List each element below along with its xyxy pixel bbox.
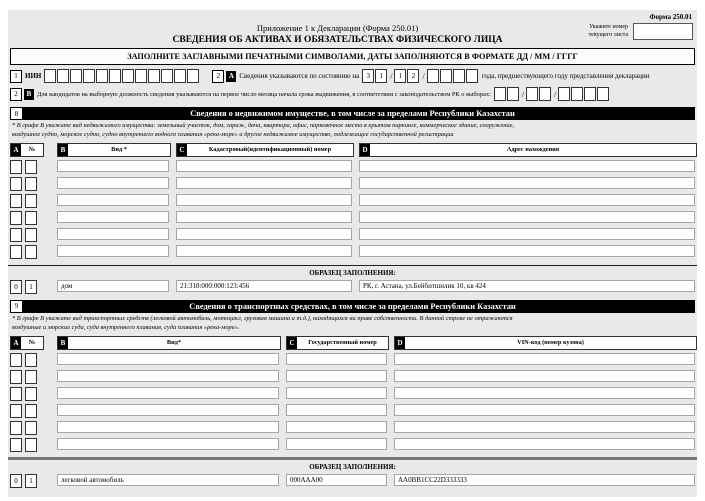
date-year-cell[interactable] (440, 69, 452, 83)
col-c-label: Государственный номер (308, 339, 377, 347)
row-number-cell[interactable] (10, 370, 22, 384)
section-8-sample-header: ОБРАЗЕЦ ЗАПОЛНЕНИЯ: (309, 268, 396, 277)
form-number: Форма 250.01 (649, 13, 692, 21)
date-separator: / (422, 71, 425, 81)
vehicle-vid-field[interactable] (57, 421, 279, 433)
table-row (10, 245, 695, 259)
item-1-number: 1 (10, 70, 22, 83)
election-month-cell[interactable] (539, 87, 551, 101)
col-d-label: Адрес нахождения (506, 146, 560, 154)
row-number-cell[interactable] (10, 177, 22, 191)
row-number-cell[interactable] (10, 194, 22, 208)
iin-cell[interactable] (148, 69, 160, 83)
section-8-number: 8 (11, 108, 22, 119)
form-250-01 (8, 10, 697, 497)
vid-field[interactable] (57, 211, 169, 223)
col-b-label: Вид* (166, 339, 182, 347)
sample-number-cell: 1 (25, 280, 37, 294)
section-9-separator (8, 457, 697, 460)
table-row (10, 370, 695, 384)
cadastral-number-field[interactable] (176, 160, 352, 172)
vid-field[interactable] (57, 194, 169, 206)
table-row (10, 421, 695, 435)
date-day-cell[interactable]: 3 (362, 69, 374, 83)
table-row (10, 404, 695, 418)
col-c-letter: С (177, 144, 187, 156)
row-number-cell[interactable] (10, 160, 22, 174)
row-number-cell[interactable] (10, 404, 22, 418)
page-title: СВЕДЕНИЯ ОБ АКТИВАХ И ОБЯЗАТЕЛЬСТВАХ ФИЗИЧЕСКОГО ЛИЦА (172, 35, 503, 45)
col-a-label: № (28, 146, 36, 154)
address-field[interactable] (359, 194, 695, 206)
sample-address-value: РК, г. Астана, ул.Бейбитшилик 10, кв 424 (359, 280, 695, 292)
row-number-cell[interactable] (25, 353, 37, 367)
col-d-label: VIN-код (номер кузова) (517, 339, 584, 347)
election-year-cell[interactable] (558, 87, 570, 101)
row-number-cell[interactable] (10, 387, 22, 401)
vehicle-vid-field[interactable] (57, 404, 279, 416)
row-number-cell[interactable] (10, 245, 22, 259)
address-field[interactable] (359, 177, 695, 189)
vehicle-vid-field[interactable] (57, 387, 279, 399)
candidates-row (10, 87, 695, 101)
section-9-number: 9 (11, 301, 22, 312)
form-header (8, 21, 697, 45)
candidates-text: Для кандидатов на выборную должность сведения указываются на первое число месяца начала срока выдвижения, в соответствии с законодательством РК о выборах: (37, 90, 491, 98)
date-year-cell[interactable] (453, 69, 465, 83)
section-8-separator (8, 265, 697, 266)
row-number-cell[interactable] (25, 211, 37, 225)
address-field[interactable] (359, 245, 695, 257)
table-row (10, 160, 695, 174)
table-row (10, 438, 695, 452)
section-9-bar (10, 300, 695, 313)
section-8-bar (10, 107, 695, 120)
col-b-label: Вид * (111, 146, 127, 154)
iin-cell[interactable] (174, 69, 186, 83)
table-row (10, 211, 695, 225)
election-day-cell[interactable] (507, 87, 519, 101)
section-9-title: Сведения о транспортных средствах, в том числе за пределами Республики Казахстан (189, 301, 516, 311)
item-2b-letter: В (24, 89, 34, 100)
row-number-cell[interactable] (25, 404, 37, 418)
section-9-sample-row (10, 474, 695, 488)
row-number-cell[interactable] (10, 421, 22, 435)
date-separator: / (521, 89, 525, 99)
vin-field[interactable] (394, 421, 695, 433)
vehicle-vid-field[interactable] (57, 438, 279, 450)
cadastral-number-field[interactable] (176, 211, 352, 223)
col-a-letter: А (11, 144, 21, 156)
appendix-line: Приложение 1 к Декларации (Форма 250.01) (256, 23, 419, 33)
row-number-cell[interactable] (25, 421, 37, 435)
iin-cell[interactable] (96, 69, 108, 83)
iin-cell[interactable] (44, 69, 56, 83)
col-a-label: № (28, 339, 36, 347)
iin-cell[interactable] (135, 69, 147, 83)
item-2a-letter: А (226, 71, 236, 82)
election-year-cell[interactable] (571, 87, 583, 101)
row-number-cell[interactable] (25, 228, 37, 242)
sheet-number-label: Укажите номер текущего листа (588, 24, 628, 38)
date-month-cell[interactable]: 1 (394, 69, 406, 83)
iin-cell[interactable] (83, 69, 95, 83)
election-year-cell[interactable] (597, 87, 609, 101)
row-number-cell[interactable] (25, 245, 37, 259)
vid-field[interactable] (57, 245, 169, 257)
plate-number-field[interactable] (286, 370, 387, 382)
iin-cell[interactable] (109, 69, 121, 83)
row-number-cell[interactable] (25, 387, 37, 401)
vin-field[interactable] (394, 404, 695, 416)
sample-plate-value: 000AAA00 (286, 474, 387, 486)
row-number-cell[interactable] (25, 438, 37, 452)
vehicle-vid-field[interactable] (57, 370, 279, 382)
election-month-cell[interactable] (526, 87, 538, 101)
section-9-table-header (10, 336, 695, 350)
date-month-cell[interactable]: 2 (407, 69, 419, 83)
sample-number-cell: 0 (10, 280, 22, 294)
iin-cell[interactable] (161, 69, 173, 83)
row-number-cell[interactable] (25, 160, 37, 174)
date-separator: / (390, 71, 393, 81)
col-c-letter: С (287, 337, 297, 349)
vid-field[interactable] (57, 228, 169, 240)
col-d-letter: D (360, 144, 370, 156)
vin-field[interactable] (394, 353, 695, 365)
sample-vid-value: дом (57, 280, 169, 292)
cadastral-number-field[interactable] (176, 228, 352, 240)
item-2-number: 2 (10, 88, 22, 101)
plate-number-field[interactable] (286, 438, 387, 450)
date-day-cell[interactable]: 1 (375, 69, 387, 83)
section-8-title: Сведения о недвижимом имуществе, в том числе за пределами Республики Казахстан (190, 109, 515, 118)
col-a-letter: А (11, 337, 21, 349)
as-of-suffix: года, предшествующего году представления декларации (481, 72, 650, 80)
date-separator: / (554, 89, 557, 99)
date-year-cell[interactable] (427, 69, 439, 83)
iin-cell[interactable] (122, 69, 134, 83)
address-field[interactable] (359, 228, 695, 240)
sample-number-cell: 1 (25, 474, 37, 488)
as-of-label: Сведения указываются по состоянию на (239, 72, 360, 80)
col-c-label: Кадастровый(идентификационный) номер (208, 146, 332, 154)
section-8-table-header (10, 143, 695, 157)
table-row (10, 387, 695, 401)
vin-field[interactable] (394, 387, 695, 399)
sample-number-cell: 0 (10, 474, 22, 488)
section-9-note: * В графе В укажите вид транспортных средств (легковой автомобиль, мотоцикл, грузовая машина и т.д.), находящихся на праве собственности. В данной строке не отражаются воздушные и морские суда, суда внутреннего плавания, суда плавания «река-море». (12, 314, 513, 331)
cadastral-number-field[interactable] (176, 194, 352, 206)
plate-number-field[interactable] (286, 387, 387, 399)
plate-number-field[interactable] (286, 404, 387, 416)
row-number-cell[interactable] (10, 353, 22, 367)
vin-field[interactable] (394, 438, 695, 450)
vehicle-vid-field[interactable] (57, 353, 279, 365)
sample-vin-value: AA0BB1CC22D333333 (394, 474, 695, 486)
table-row (10, 177, 695, 191)
col-d-letter: D (395, 337, 405, 349)
section-8-sample-row (10, 280, 695, 294)
row-number-cell[interactable] (25, 177, 37, 191)
cadastral-number-field[interactable] (176, 245, 352, 257)
fill-instruction-banner: ЗАПОЛНИТЕ ЗАГЛАВНЫМИ ПЕЧАТНЫМИ СИМВОЛАМИ, ДАТЫ ЗАПОЛНЯЮТСЯ В ФОРМАТЕ ДД / ММ / ГГГГ (10, 48, 695, 65)
sheet-number-input[interactable] (633, 23, 693, 40)
row-number-cell[interactable] (10, 228, 22, 242)
table-row (10, 194, 695, 208)
sample-vehicle-vid-value: легковой автомобиль (57, 474, 279, 486)
table-row (10, 353, 695, 367)
col-b-letter: В (58, 337, 68, 349)
address-field[interactable] (359, 160, 695, 172)
row-number-cell[interactable] (10, 211, 22, 225)
section-8-note: * В графе В укажите вид недвижимого имущества: земельный участок, дом, гараж, дача, квартира, офис, парковочное место в крытом паркинге, коммерческое здание, сооружение, воздушное судно, морское судно, судно внутреннего водного плавания «река-море» и другое недвижимое имущество, подлежащее государственной регистрации (12, 122, 515, 138)
cadastral-number-field[interactable] (176, 177, 352, 189)
item-2-number: 2 (212, 70, 224, 83)
election-day-cell[interactable] (494, 87, 506, 101)
table-row (10, 228, 695, 242)
row-number-cell[interactable] (10, 438, 22, 452)
row-number-cell[interactable] (25, 370, 37, 384)
vid-field[interactable] (57, 160, 169, 172)
plate-number-field[interactable] (286, 353, 387, 365)
plate-number-field[interactable] (286, 421, 387, 433)
section-9-sample-header: ОБРАЗЕЦ ЗАПОЛНЕНИЯ: (309, 462, 396, 471)
iin-row (10, 69, 695, 83)
col-b-letter: В (58, 144, 68, 156)
iin-cell[interactable] (187, 69, 199, 83)
vid-field[interactable] (57, 177, 169, 189)
sample-cadastral-value: 21:318:000:000:123:456 (176, 280, 352, 292)
row-number-cell[interactable] (25, 194, 37, 208)
date-year-cell[interactable] (466, 69, 478, 83)
iin-label: ИИН (25, 72, 42, 80)
address-field[interactable] (359, 211, 695, 223)
iin-cell[interactable] (70, 69, 82, 83)
iin-cell[interactable] (57, 69, 69, 83)
vin-field[interactable] (394, 370, 695, 382)
election-year-cell[interactable] (584, 87, 596, 101)
